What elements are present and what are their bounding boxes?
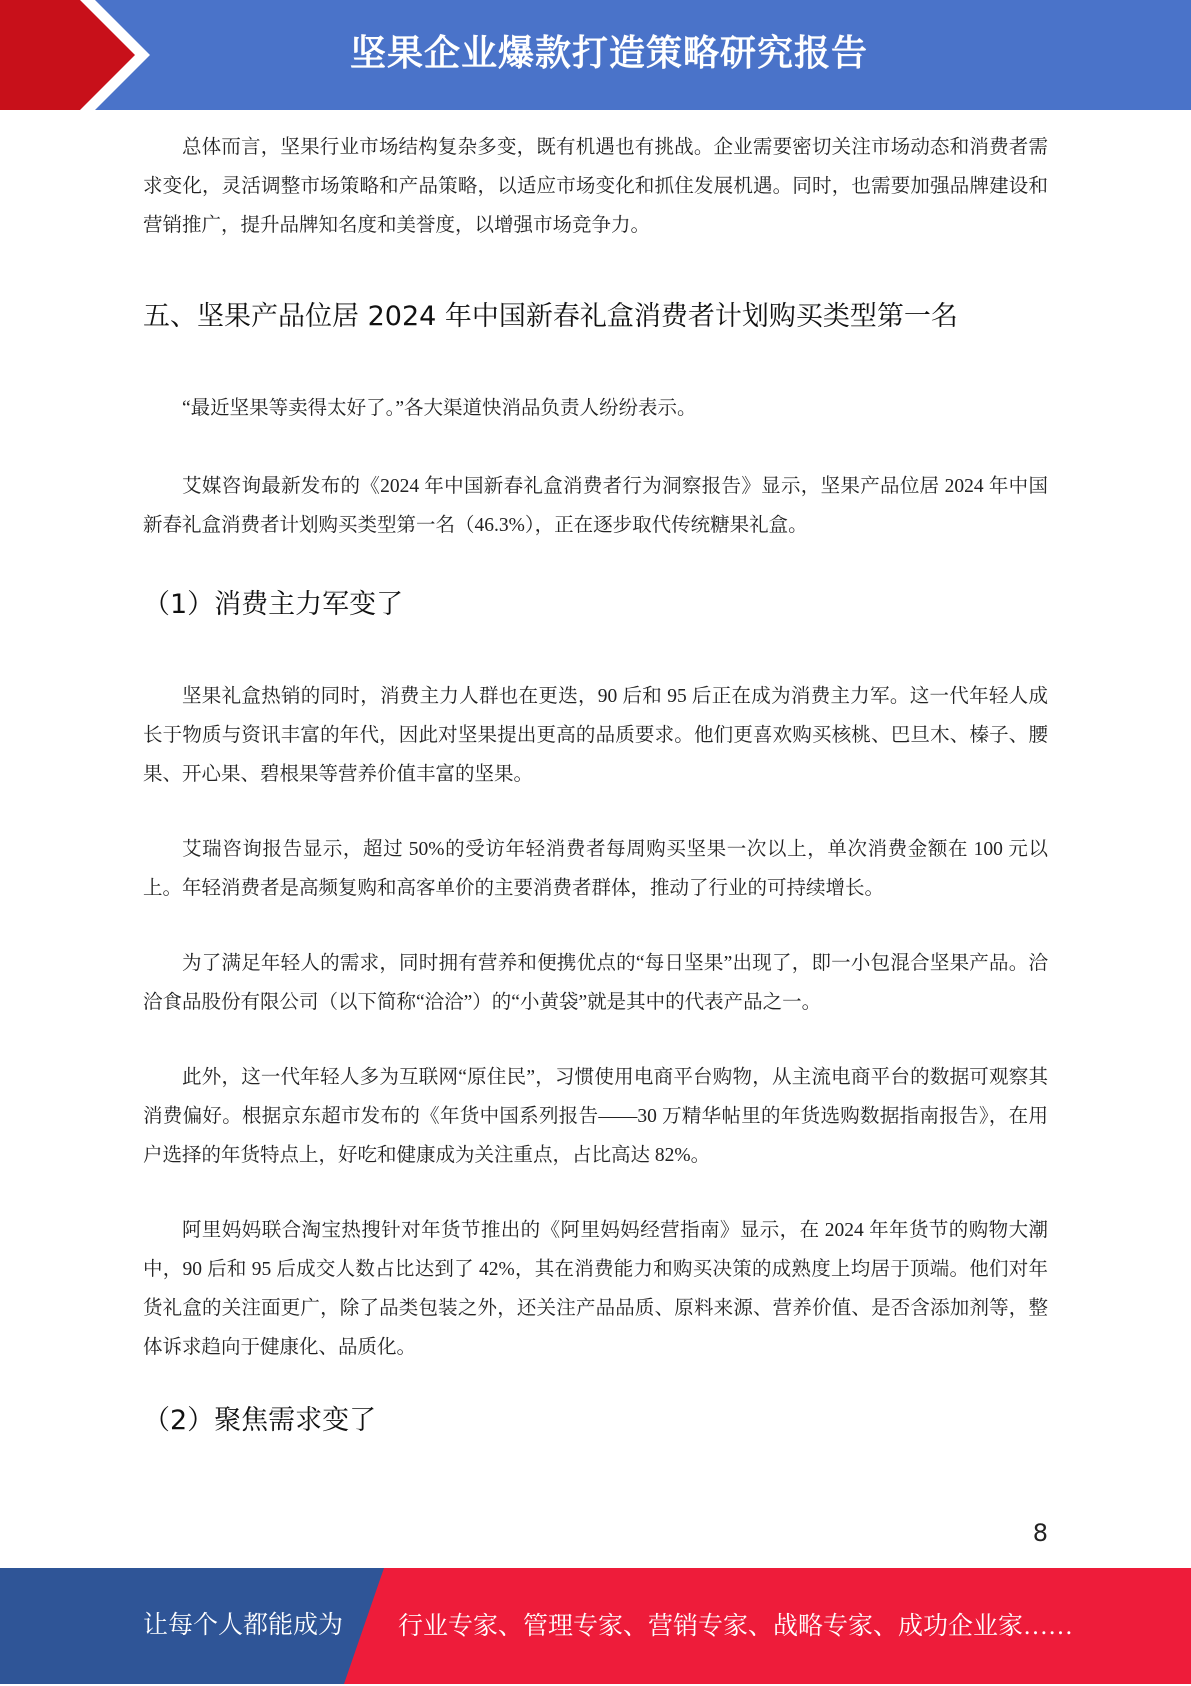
section-heading-5: 五、坚果产品位居 2024 年中国新春礼盒消费者计划购买类型第一名	[143, 301, 958, 332]
subsection-heading-1: （1）消费主力军变了	[143, 589, 404, 620]
paragraph: 此外，这一代年轻人多为互联网“原住民”，习惯使用电商平台购物，从主流电商平台的数据可观察其消费偏好。根据京东超市发布的《年货中国系列报告——30 万精华帖里的年货选购数据指南报告》，在用户选择的年货特点上，好吃和健康成为关注重点，占比高达 82%。	[143, 1067, 1048, 1166]
page-header	[0, 0, 1191, 110]
footer-slogan-right: 行业专家、管理专家、营销专家、战略专家、成功企业家……	[398, 1613, 1074, 1640]
page-footer	[0, 1568, 1191, 1684]
paragraph: 坚果礼盒热销的同时，消费主力人群也在更迭，90 后和 95 后正在成为消费主力军。这一代年轻人成长于物质与资讯丰富的年代，因此对坚果提出更高的品质要求。他们更喜欢购买核桃、巴旦木、榛子、腰果、开心果、碧根果等营养价值丰富的坚果。	[143, 686, 1048, 785]
document-body	[143, 128, 1048, 1441]
header-title: 坚果企业爆款打造策略研究报告	[350, 33, 869, 74]
subsection-heading-2: （2）聚焦需求变了	[143, 1405, 377, 1436]
paragraph: 为了满足年轻人的需求，同时拥有营养和便携优点的“每日坚果”出现了，即一小包混合坚果产品。洽洽食品股份有限公司（以下简称“洽洽”）的“小黄袋”就是其中的代表产品之一。	[143, 953, 1048, 1013]
paragraph: “最近坚果等卖得太好了。”各大渠道快消品负责人纷纷表示。	[182, 398, 697, 419]
paragraph: 艾瑞咨询报告显示，超过 50%的受访年轻消费者每周购买坚果一次以上，单次消费金额在 100 元以上。年轻消费者是高频复购和高客单价的主要消费者群体，推动了行业的可持续增长。	[143, 839, 1048, 899]
intro-paragraph: 总体而言，坚果行业市场结构复杂多变，既有机遇也有挑战。企业需要密切关注市场动态和消费者需求变化，灵活调整市场策略和产品策略，以适应市场变化和抓住发展机遇。同时，也需要加强品牌建设和营销推广，提升品牌知名度和美誉度，以增强市场竞争力。	[143, 137, 1048, 236]
paragraph: 阿里妈妈联合淘宝热搜针对年货节推出的《阿里妈妈经营指南》显示，在 2024 年年货节的购物大潮中，90 后和 95 后成交人数占比达到了 42%，其在消费能力和购买决策的成熟度上均居于顶端。他们对年货礼盒的关注面更广，除了品类包装之外，还关注产品品质、原料来源、营养价值、是否含添加剂等，整体诉求趋向于健康化、品质化。	[143, 1220, 1048, 1358]
red-chevron-decoration	[0, 0, 150, 110]
footer-slogan-left: 让每个人都能成为	[143, 1612, 344, 1639]
page-number: 8	[1032, 1519, 1048, 1547]
paragraph: 艾媒咨询最新发布的《2024 年中国新春礼盒消费者行为洞察报告》显示，坚果产品位居 2024 年中国新春礼盒消费者计划购买类型第一名（46.3%），正在逐步取代传统糖果礼盒。	[143, 476, 1048, 536]
